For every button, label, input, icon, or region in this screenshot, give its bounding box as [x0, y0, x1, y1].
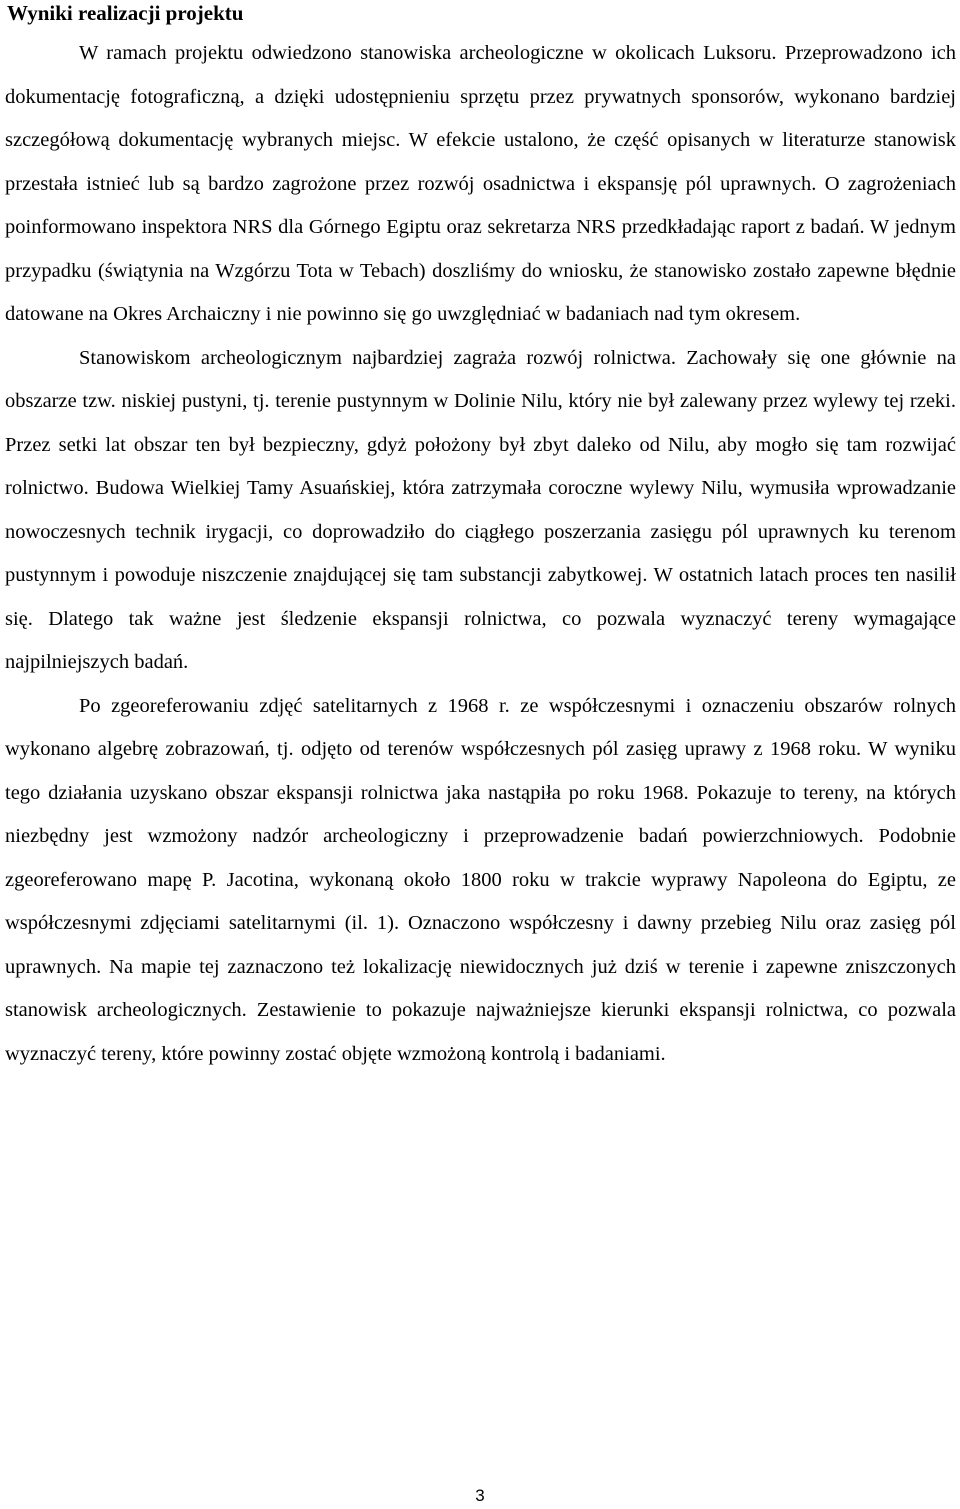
- paragraph-3: Po zgeoreferowaniu zdjęć satelitarnych z 1968 r. ze współczesnymi i oznaczeniu obszarów rolnych wykonano algebrę zobrazowań, tj. odjęto od terenów współczesnych pól zasięg uprawy z 1968 roku. W wyniku tego działania uzyskano obszar ekspansji rolnictwa jaka nastąpiła po roku 1968. Pokazuje to tereny, na których niezbędny jest wzmożony nadzór archeologiczny i przeprowadzenie badań powierzchniowych. Podobnie zgeoreferowano mapę P. Jacotina, wykonaną około 1800 roku w trakcie wyprawy Napoleona do Egiptu, ze współczesnymi zdjęciami satelitarnymi (il. 1). Oznaczono współczesny i dawny przebieg Nilu oraz zasięg pól uprawnych. Na mapie tej zaznaczono też lokalizację niewidocznych już dziś w terenie i zapewne zniszczonych stanowisk archeologicznych. Zestawienie to pokazuje najważniejsze kierunki ekspansji rolnictwa, co pozwala wyznaczyć tereny, które powinny zostać objęte wzmożoną kontrolą i badaniami.: [5, 694, 956, 1065]
- page-number: 3: [475, 1486, 485, 1505]
- section-heading: Wyniki realizacji projektu: [7, 1, 244, 25]
- document-body: [5, 32, 956, 1076]
- paragraph-1: W ramach projektu odwiedzono stanowiska archeologiczne w okolicach Luksoru. Przeprowadzono ich dokumentację fotograficzną, a dzięki udostępnieniu sprzętu przez prywatnych sponsorów, wykonano bardziej szczegółową dokumentację wybranych miejsc. W efekcie ustalono, że część opisanych w literaturze stanowisk przestała istnieć lub są bardzo zagrożone przez rozwój osadnictwa i ekspansję pól uprawnych. O zagrożeniach poinformowano inspektora NRS dla Górnego Egiptu oraz sekretarza NRS przedkładając raport z badań. W jednym przypadku (świątynia na Wzgórzu Tota w Tebach) doszliśmy do wniosku, że stanowisko zostało zapewne błędnie datowane na Okres Archaiczny i nie powinno się go uwzględniać w badaniach nad tym okresem.: [5, 42, 956, 325]
- paragraph-2: Stanowiskom archeologicznym najbardziej zagraża rozwój rolnictwa. Zachowały się one głównie na obszarze tzw. niskiej pustyni, tj. terenie pustynnym w Dolinie Nilu, który nie był zalewany przez wylewy tej rzeki. Przez setki lat obszar ten był bezpieczny, gdyż położony był zbyt daleko od Nilu, aby mogło się tam rozwijać rolnictwo. Budowa Wielkiej Tamy Asuańskiej, która zatrzymała coroczne wylewy Nilu, wymusiła wprowadzanie nowoczesnych technik irygacji, co doprowadziło do ciągłego poszerzania zasięgu pól uprawnych ku terenom pustynnym i powoduje niszczenie znajdującej się tam substancji zabytkowej. W ostatnich latach proces ten nasilił się. Dlatego tak ważne jest śledzenie ekspansji rolnictwa, co pozwala wyznaczyć tereny wymagające najpilniejszych badań.: [5, 346, 956, 673]
